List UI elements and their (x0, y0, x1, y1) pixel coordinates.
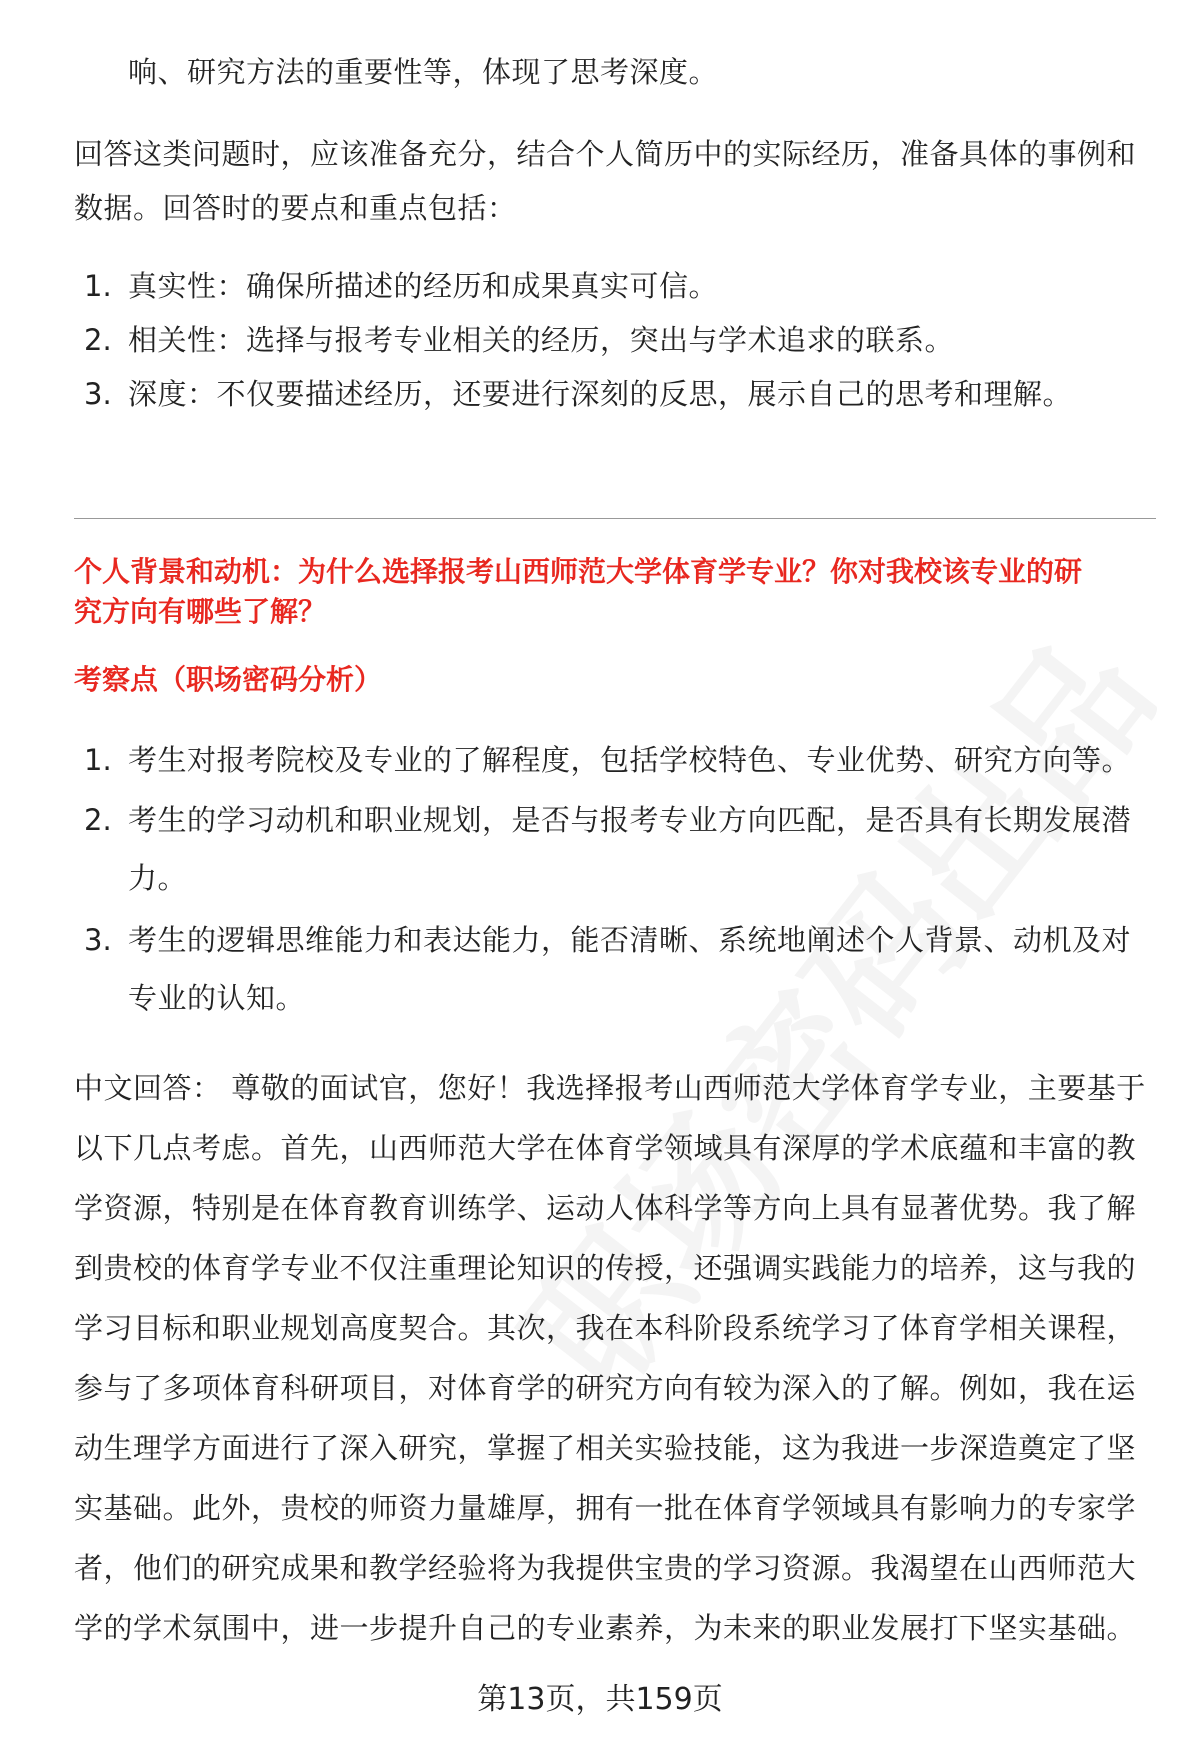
answer-line: 学资源，特别是在体育教育训练学、运动人体科学等方向上具有显著优势。我了解 (74, 1191, 1137, 1225)
answer-line: 中文回答： 尊敬的面试官，您好！我选择报考山西师范大学体育学专业，主要基于 (74, 1071, 1146, 1105)
point-number: 1. (84, 269, 112, 303)
point-number: 3. (84, 377, 112, 411)
page-footer: 第13页，共159页 (477, 1682, 723, 1717)
exam-point-text: 力。 (128, 861, 188, 895)
point-text: 真实性：确保所描述的经历和成果真实可信。 (128, 269, 719, 303)
answer-line: 实基础。此外，贵校的师资力量雄厚，拥有一批在体育学领域具有影响力的专家学 (74, 1491, 1137, 1525)
point-text: 相关性：选择与报考专业相关的经历，突出与学术追求的联系。 (128, 323, 955, 357)
question-heading-line-2: 究方向有哪些了解？ (74, 595, 327, 628)
answer-line: 学习目标和职业规划高度契合。其次，我在本科阶段系统学习了体育学相关课程， (74, 1311, 1137, 1345)
answer-line: 参与了多项体育科研项目，对体育学的研究方向有较为深入的了解。例如，我在运 (74, 1371, 1137, 1405)
intro-line-1: 回答这类问题时，应该准备充分，结合个人简历中的实际经历，准备具体的事例和 (74, 137, 1137, 171)
answer-line: 学的学术氛围中，进一步提升自己的专业素养，为未来的职业发展打下坚实基础。 (74, 1611, 1137, 1645)
answer-line: 以下几点考虑。首先，山西师范大学在体育学领域具有深厚的学术底蕴和丰富的教 (74, 1131, 1137, 1165)
exam-point-number: 3. (84, 923, 112, 957)
point-text: 深度：不仅要描述经历，还要进行深刻的反思，展示自己的思考和理解。 (128, 377, 1073, 411)
answer-line: 到贵校的体育学专业不仅注重理论知识的传授，还强调实践能力的培养，这与我的 (74, 1251, 1137, 1285)
question-heading-line-1: 个人背景和动机：为什么选择报考山西师范大学体育学专业？你对我校该专业的研 (74, 555, 1083, 588)
exam-point-text: 专业的认知。 (128, 981, 306, 1015)
answer-line: 者，他们的研究成果和教学经验将为我提供宝贵的学习资源。我渴望在山西师范大 (74, 1551, 1137, 1585)
exam-point-text: 考生的逻辑思维能力和表达能力，能否清晰、系统地阐述个人背景、动机及对 (128, 923, 1132, 957)
exam-point-text: 考生对报考院校及专业的了解程度，包括学校特色、专业优势、研究方向等。 (128, 743, 1132, 777)
exam-point-heading: 考察点（职场密码分析） (74, 663, 383, 696)
exam-point-text: 考生的学习动机和职业规划，是否与报考专业方向匹配，是否具有长期发展潜 (128, 803, 1132, 837)
point-number: 2. (84, 323, 112, 357)
watermark (468, 587, 1192, 1429)
exam-point-number: 2. (84, 803, 112, 837)
intro-line-2: 数据。回答时的要点和重点包括： (74, 191, 517, 225)
answer-line: 动生理学方面进行了深入研究，掌握了相关实验技能，这为我进一步深造奠定了坚 (74, 1431, 1137, 1465)
continuation-line: 响、研究方法的重要性等，体现了思考深度。 (128, 55, 719, 89)
section-divider (74, 518, 1156, 519)
exam-point-number: 1. (84, 743, 112, 777)
